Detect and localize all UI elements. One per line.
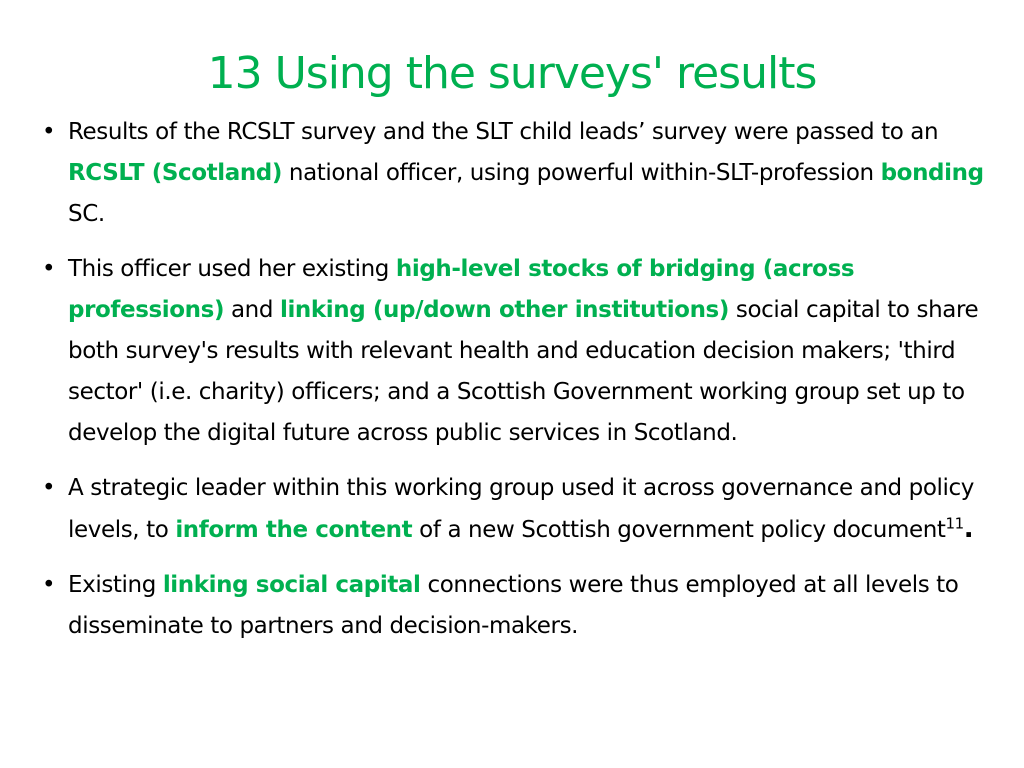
bullet-item-3 <box>40 468 990 551</box>
footnote-reference: 11 <box>945 514 964 533</box>
bullet-icon: • <box>42 475 56 501</box>
bullet-1-text-2: national officer, using powerful within-SLT-profession <box>282 160 881 186</box>
slide-title: 13 Using the surveys' results <box>207 48 817 99</box>
bullet-1-text-3: SC. <box>68 201 105 227</box>
bullet-3-text-1: A strategic leader within this working group used it across governance and policy levels, to <box>68 475 974 543</box>
bullet-1-highlight-rcslt-scotland: RCSLT (Scotland) <box>68 160 282 186</box>
bullet-item-4 <box>40 565 990 647</box>
bullet-2-text-2: and <box>224 297 280 323</box>
bullet-4-text-2: connections were thus employed at all levels to disseminate to partners and decision-makers. <box>68 572 959 639</box>
bullet-icon: • <box>42 572 56 598</box>
bullet-2-text-3: social capital to share both survey's results with relevant health and education decision makers; 'third sector' (i.e. charity) officers; and a Scottish Government working group set up to develop the digital future across public services in Scotland. <box>68 297 979 446</box>
bullet-2-highlight-bridging: high-level stocks of bridging (across professions) <box>68 256 855 323</box>
bullet-3-period: . <box>963 514 974 544</box>
bullet-2-highlight-linking: linking (up/down other institutions) <box>279 297 729 323</box>
bullet-2-text-1: This officer used her existing <box>68 256 396 282</box>
bullet-list <box>40 112 990 661</box>
bullet-3-text-2: of a new Scottish government policy document <box>412 517 946 543</box>
bullet-item-2 <box>40 249 990 454</box>
bullet-4-text-1: Existing <box>68 572 163 598</box>
bullet-3-highlight-inform-content: inform the content <box>175 517 413 543</box>
bullet-item-1 <box>40 112 990 235</box>
bullet-1-highlight-bonding: bonding <box>880 160 984 186</box>
bullet-4-highlight-linking-social-capital: linking social capital <box>162 572 421 598</box>
bullet-icon: • <box>42 119 56 145</box>
bullet-icon: • <box>42 256 56 282</box>
bullet-1-text-1: Results of the RCSLT survey and the SLT child leads’ survey were passed to an <box>68 119 939 145</box>
